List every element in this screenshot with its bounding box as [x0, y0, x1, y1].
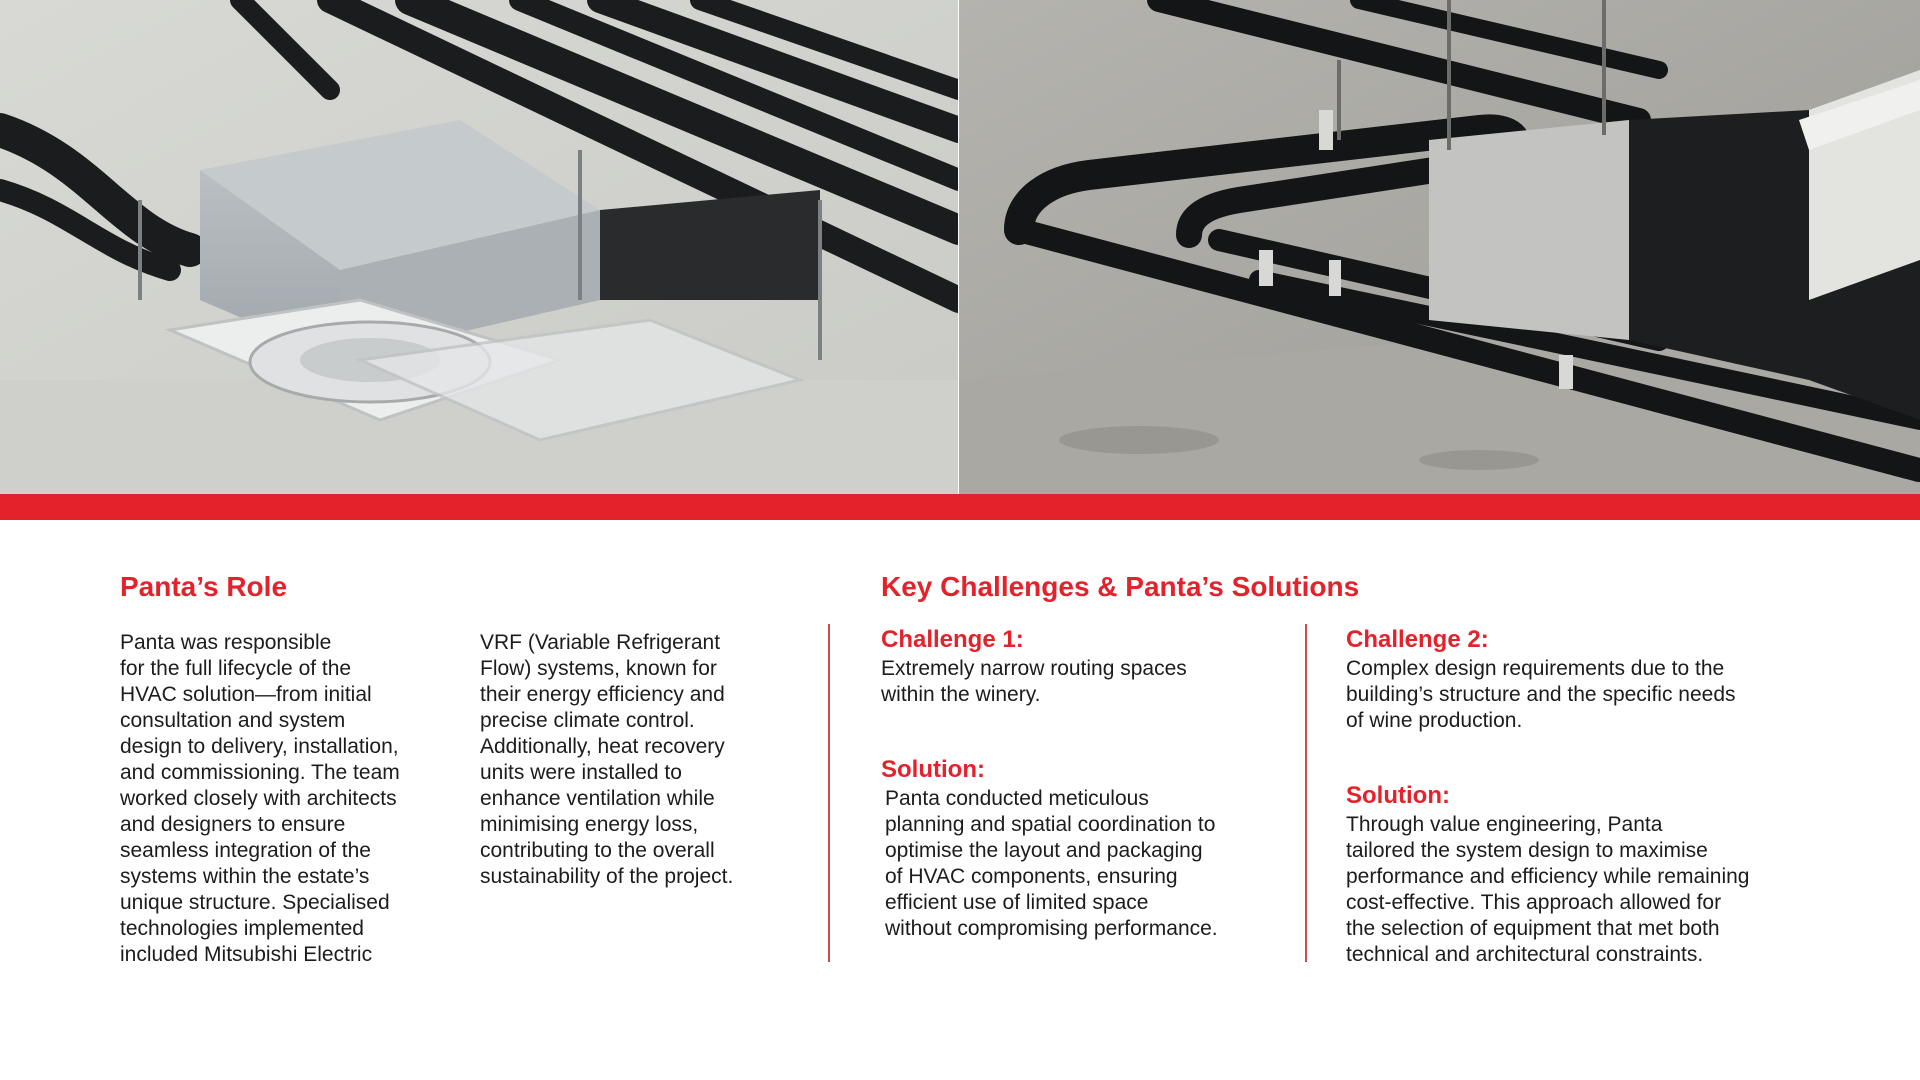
- challenge-2-text: Complex design requirements due to the building’s structure and the specific needs of wine production.: [1346, 657, 1736, 732]
- solution-2-label: Solution:: [1346, 782, 1450, 809]
- solution-1-text: Panta conducted meticulous planning and spatial coordination to optimise the layout and packaging of HVAC components, ensuring efficient use of limited space without compromising performance.: [885, 787, 1218, 940]
- ducted-unit-photo: [959, 0, 1920, 494]
- column-divider-2: [1305, 624, 1307, 962]
- ceiling-cassette-photo: [0, 0, 959, 494]
- challenge-1-label: Challenge 1:: [881, 626, 1024, 653]
- challenge-1-text: Extremely narrow routing spaces within the winery.: [881, 657, 1187, 706]
- photo-strip: [0, 0, 1920, 494]
- red-accent-band: [0, 494, 1920, 520]
- solution-1-label: Solution:: [881, 756, 985, 783]
- challenges-heading: Key Challenges & Panta’s Solutions: [881, 571, 1360, 602]
- ceiling-cassette-illustration: [0, 0, 959, 494]
- column-divider-1: [828, 624, 830, 962]
- challenge-2-label: Challenge 2:: [1346, 626, 1489, 653]
- solution-2-text: Through value engineering, Panta tailored the system design to maximise performance and efficiency while remaining cost-effective. This approach allowed for the selection of equipment that met both technical and architectural constraints.: [1346, 813, 1750, 966]
- ducted-unit-illustration: [959, 0, 1920, 494]
- role-text-column-1: Panta was responsible for the full lifecycle of the HVAC solution—from initial consultation and system design to delivery, installation, and commissioning. The team worked closely with architects and designers to ensure seamless integration of the systems within the estate’s unique structure. Specialised technologies implemented included Mitsubishi Electric: [120, 631, 400, 966]
- role-heading: Panta’s Role: [120, 571, 288, 602]
- role-text-column-2: VRF (Variable Refrigerant Flow) systems, known for their energy efficiency and precise climate control. Additionally, heat recovery units were installed to enhance ventilation while minimising energy loss, contributing to the overall sustainability of the project.: [480, 631, 734, 888]
